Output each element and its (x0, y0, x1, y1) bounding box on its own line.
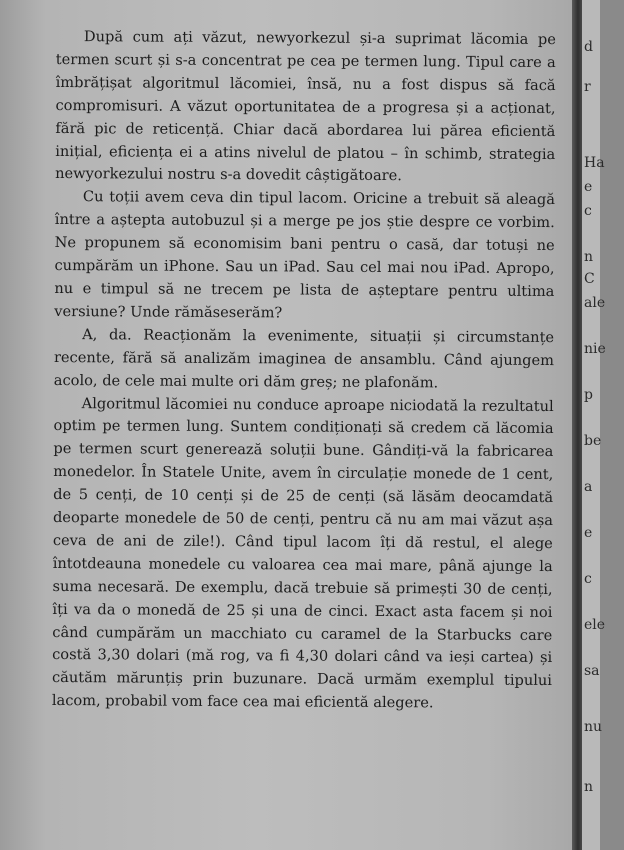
edge-fragment: a (584, 479, 593, 495)
edge-fragment: e (584, 179, 593, 195)
edge-fragment: ele (584, 617, 606, 633)
paragraph-2: Cu toții avem ceva din tipul lacom. Oricine a trebuit să aleagă între a aștepta autobuzul și a merge pe jos știe despre ce vorbim. Ne propunem să economisim bani pentru o casă, dar totuși ne cumpărăm un iPhone. Sau un iPad. Sau cel mai nou iPad. Apropo, nu e timpul să ne trecem pe lista de așteptare pentru ultima versiune? Unde rămăseserăm? (54, 188, 555, 322)
edge-fragment: sa (584, 663, 600, 679)
edge-fragment: r (584, 79, 591, 95)
edge-fragment: n (584, 249, 594, 265)
edge-fragment: c (584, 203, 592, 219)
edge-fragment: be (584, 433, 602, 449)
edge-fragment: e (584, 525, 593, 541)
edge-fragment: p (584, 387, 593, 403)
page-body (52, 26, 556, 716)
edge-fragment: ale (584, 295, 606, 311)
edge-fragment: C (584, 271, 595, 287)
adjacent-page-edge (582, 0, 606, 850)
edge-fragment: nie (584, 341, 606, 357)
paragraph-1: După cum ați văzut, newyorkezul și-a suprimat lăcomia pe termen scurt și s-a concentrat pe cea pe termen lung. Tipul care a îmbrățișat algoritmul lăcomiei, însă, nu a fost dispus să facă compromisuri. A văzut oportunitatea de a progresa și a acționat, fără pic de reticență. Chiar dacă abordarea lui părea eficientă inițial, eficiența ei a atins nivelul de platou – în schimb, strategia newyorkezului nostru s-a dovedit câștigătoare. (55, 28, 556, 185)
edge-fragment: nu (584, 719, 603, 735)
edge-fragment: n (584, 779, 594, 795)
paragraph-3: A, da. Reacționăm la evenimente, situații și circumstanțe recente, fără să analizăm imaginea de ansamblu. Când ajungem acolo, de cele mai multe ori dăm greș; ne plafonăm. (53, 325, 555, 391)
paragraph-4: Algoritmul lăcomiei nu conduce aproape niciodată la rezultatul optim pe termen lung. Suntem condiționați să credem că lăcomia pe termen scurt generează soluții bune. Gândiți-vă la fabricarea monedelor. În Statele Unite, avem în circulație monede de 1 cent, de 5 cenți, de 10 cenți și de 25 de cenți (să lăsăm deocamdată deoparte monedele de 50 de cenți, pentru că nu am mai văzut așa ceva de ani de zile!). Când tipul lacom îți dă restul, el alege întotdeauna monedele cu valoarea cea mai mare, până ajunge la suma necesară. De exemplu, dacă trebuie să primești 30 de cenți, îți va da o monedă de 25 și una de cinci. Exact asta facem și noi când cumpărăm un macchiato cu caramel de la Starbucks care costă 3,30 dolari (mă rog, va fi 4,30 dolari când va ieși cartea) și căutăm mărunțiș prin buzunare. Dacă urmăm exemplul tipului lacom, probabil vom face cea mai eficientă alegere. (51, 394, 554, 712)
book-gutter (572, 0, 582, 850)
edge-fragment: d (584, 39, 593, 55)
edge-fragment: Ha (584, 155, 605, 171)
edge-fragment: c (584, 571, 592, 587)
